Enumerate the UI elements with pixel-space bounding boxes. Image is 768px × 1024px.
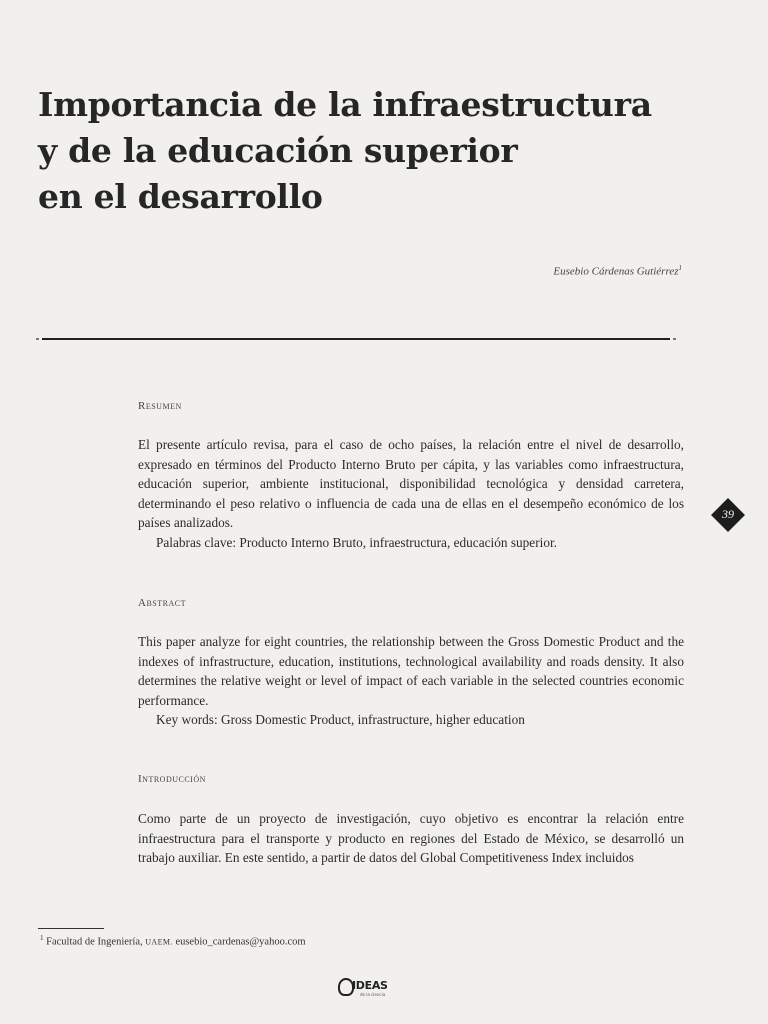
footnote-org: UAEM.: [145, 937, 173, 947]
footnote-email[interactable]: eusebio_cardenas@yahoo.com: [175, 936, 306, 948]
author-footnote-marker: 1: [678, 264, 682, 272]
author-name: [553, 264, 682, 278]
ideas-logo: [338, 974, 386, 1000]
article-title: [38, 82, 678, 220]
introduccion-body: Como parte de un proyecto de investigación, cuyo objetivo es encontrar la relación entre infraestructura para el transporte y producto en regiones del Estado de México, se desarrolló un trabajo auxiliar. En este sentido, a partir de datos del Global Competitiveness Index incluidos: [138, 811, 684, 865]
page-number-badge: [711, 498, 745, 532]
abstract-heading: Abstract: [138, 597, 186, 609]
resumen-body: El presente artículo revisa, para el caso de ocho países, la relación entre el nivel de desarrollo, expresado en términos del Producto Interno Bruto per cápita, y las variables como infraestructura, educación superior, ambiente institucional, disponibilidad tecnológica y densidad carretera, determinando el peso relativo o influencia de cada una de ellas en el desempeño económico de los países analizados.: [138, 437, 684, 530]
title-line: Importancia de la infraestructura: [38, 85, 652, 124]
resumen-heading: Resumen: [138, 400, 182, 412]
title-line: y de la educación superior: [38, 131, 518, 170]
logo-subtitle: de la ciencia: [360, 992, 386, 997]
page-number: 39: [722, 507, 734, 521]
title-divider: [42, 338, 670, 340]
abstract-body: This paper analyze for eight countries, the relationship between the Gross Domestic Product and the indexes of infrastructure, education, institutions, technological availability and roads density. It also determines the relative weight or level of impact of each variable in the selected countries economic performance.: [138, 634, 684, 708]
footnote: [40, 934, 306, 948]
resumen-keywords: Palabras clave: Producto Interno Bruto, infraestructura, educación superior.: [156, 534, 557, 550]
footnote-marker: 1: [40, 934, 44, 942]
footnote-affiliation: Facultad de Ingeniería,: [46, 936, 143, 948]
introduccion-paragraph: [138, 809, 684, 868]
introduccion-heading: Introducción: [138, 773, 206, 785]
resumen-paragraph: [138, 435, 684, 552]
footnote-divider: [38, 928, 104, 929]
author-name-text: Eusebio Cárdenas Gutiérrez: [553, 265, 679, 278]
abstract-paragraph: [138, 632, 684, 730]
abstract-keywords: Key words: Gross Domestic Product, infrastructure, higher education: [156, 712, 525, 727]
logo-word: IDEAS: [352, 979, 388, 992]
title-line: en el desarrollo: [38, 177, 323, 216]
